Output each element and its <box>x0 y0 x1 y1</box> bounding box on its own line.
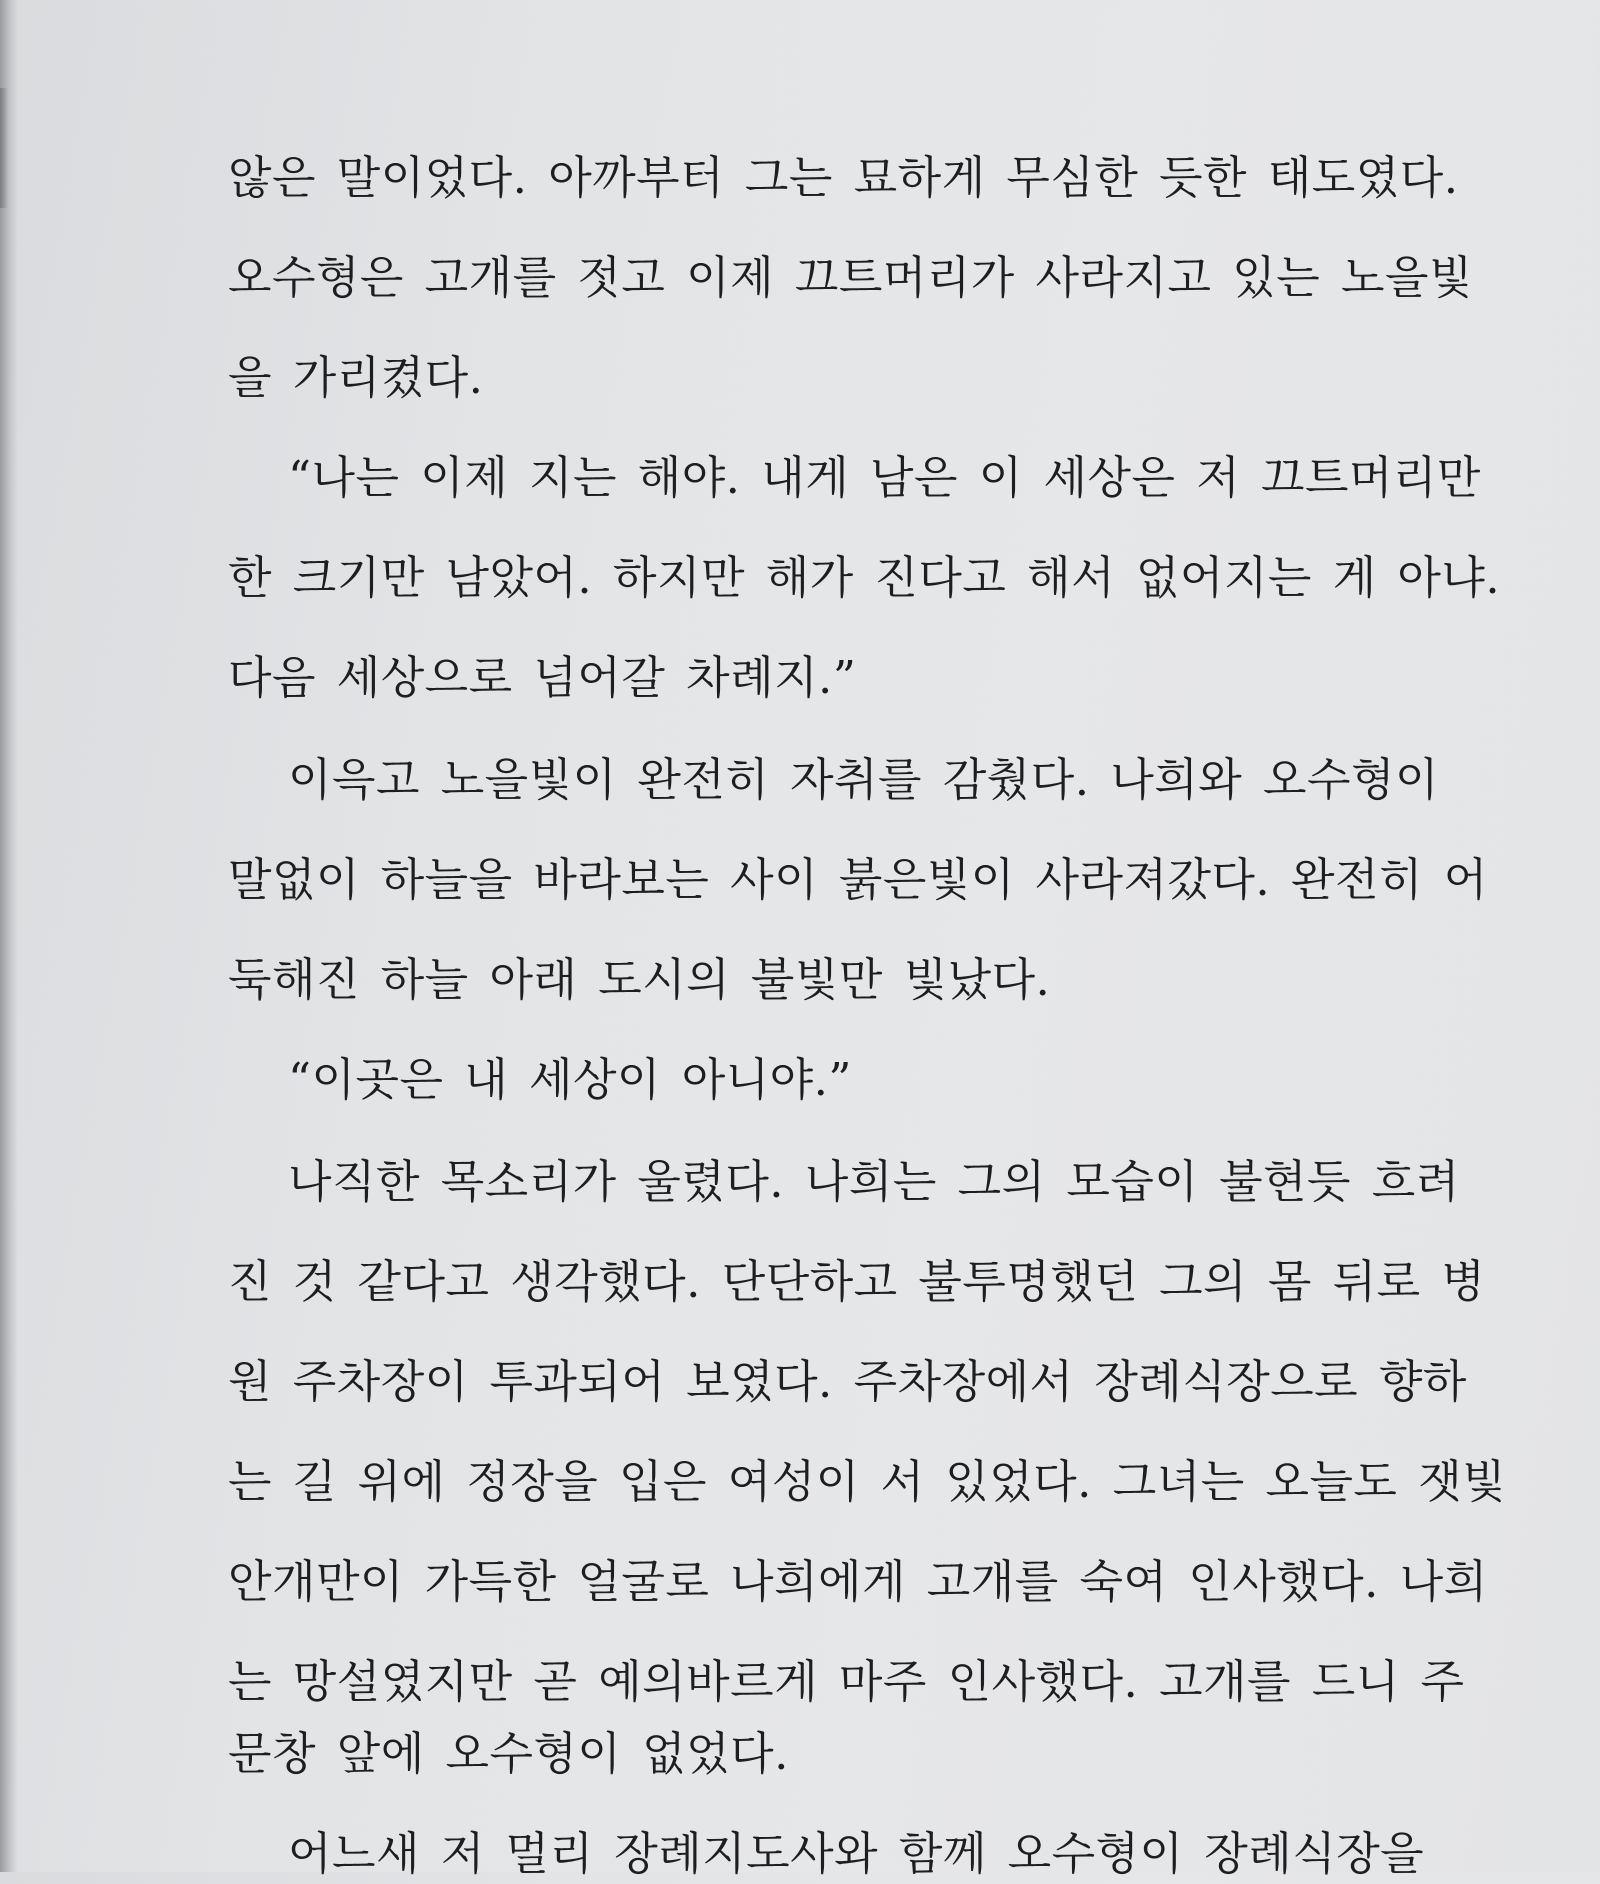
text-line: “이곳은 내 세상이 아니야.” <box>288 1053 852 1106</box>
text-line: 오수형은 고개를 젓고 이제 끄트머리가 사라지고 있는 노을빛 <box>228 251 1473 304</box>
text-line: 문창 앞에 오수형이 없었다. <box>228 1727 789 1780</box>
text-line: 원 주차장이 투과되어 보였다. 주차장에서 장례식장으로 향하 <box>228 1355 1467 1408</box>
text-line: 이윽고 노을빛이 완전히 자취를 감췄다. 나희와 오수형이 <box>288 753 1439 806</box>
text-line: 않은 말이었다. 아까부터 그는 묘하게 무심한 듯한 태도였다. <box>228 151 1459 204</box>
text-line: 을 가리켰다. <box>228 351 484 404</box>
text-line: 는 망설였지만 곧 예의바르게 마주 인사했다. 고개를 드니 주 <box>228 1655 1465 1708</box>
text-line: 나직한 목소리가 울렸다. 나희는 그의 모습이 불현듯 흐려 <box>288 1155 1460 1208</box>
text-line: 다음 세상으로 넘어갈 차례지.” <box>228 651 857 704</box>
text-line: 진 것 같다고 생각했다. 단단하고 불투명했던 그의 몸 뒤로 병 <box>228 1255 1486 1308</box>
text-line: “나는 이제 지는 해야. 내게 남은 이 세상은 저 끄트머리만 <box>288 451 1481 504</box>
text-line-partial: 어느새 저 멀리 장례지도사와 함께 오수형이 장례식장을 <box>288 1827 1425 1880</box>
text-line: 한 크기만 남았어. 하지만 해가 진다고 해서 없어지는 게 아냐. <box>228 551 1501 604</box>
text-line: 안개만이 가득한 얼굴로 나희에게 고개를 숙여 인사했다. 나희 <box>228 1555 1488 1608</box>
text-line: 는 길 위에 정장을 입은 여성이 서 있었다. 그녀는 오늘도 잿빛 <box>228 1455 1507 1508</box>
text-line: 말없이 하늘을 바라보는 사이 붉은빛이 사라져갔다. 완전히 어 <box>228 853 1488 906</box>
text-line: 둑해진 하늘 아래 도시의 불빛만 빛났다. <box>228 953 1051 1006</box>
